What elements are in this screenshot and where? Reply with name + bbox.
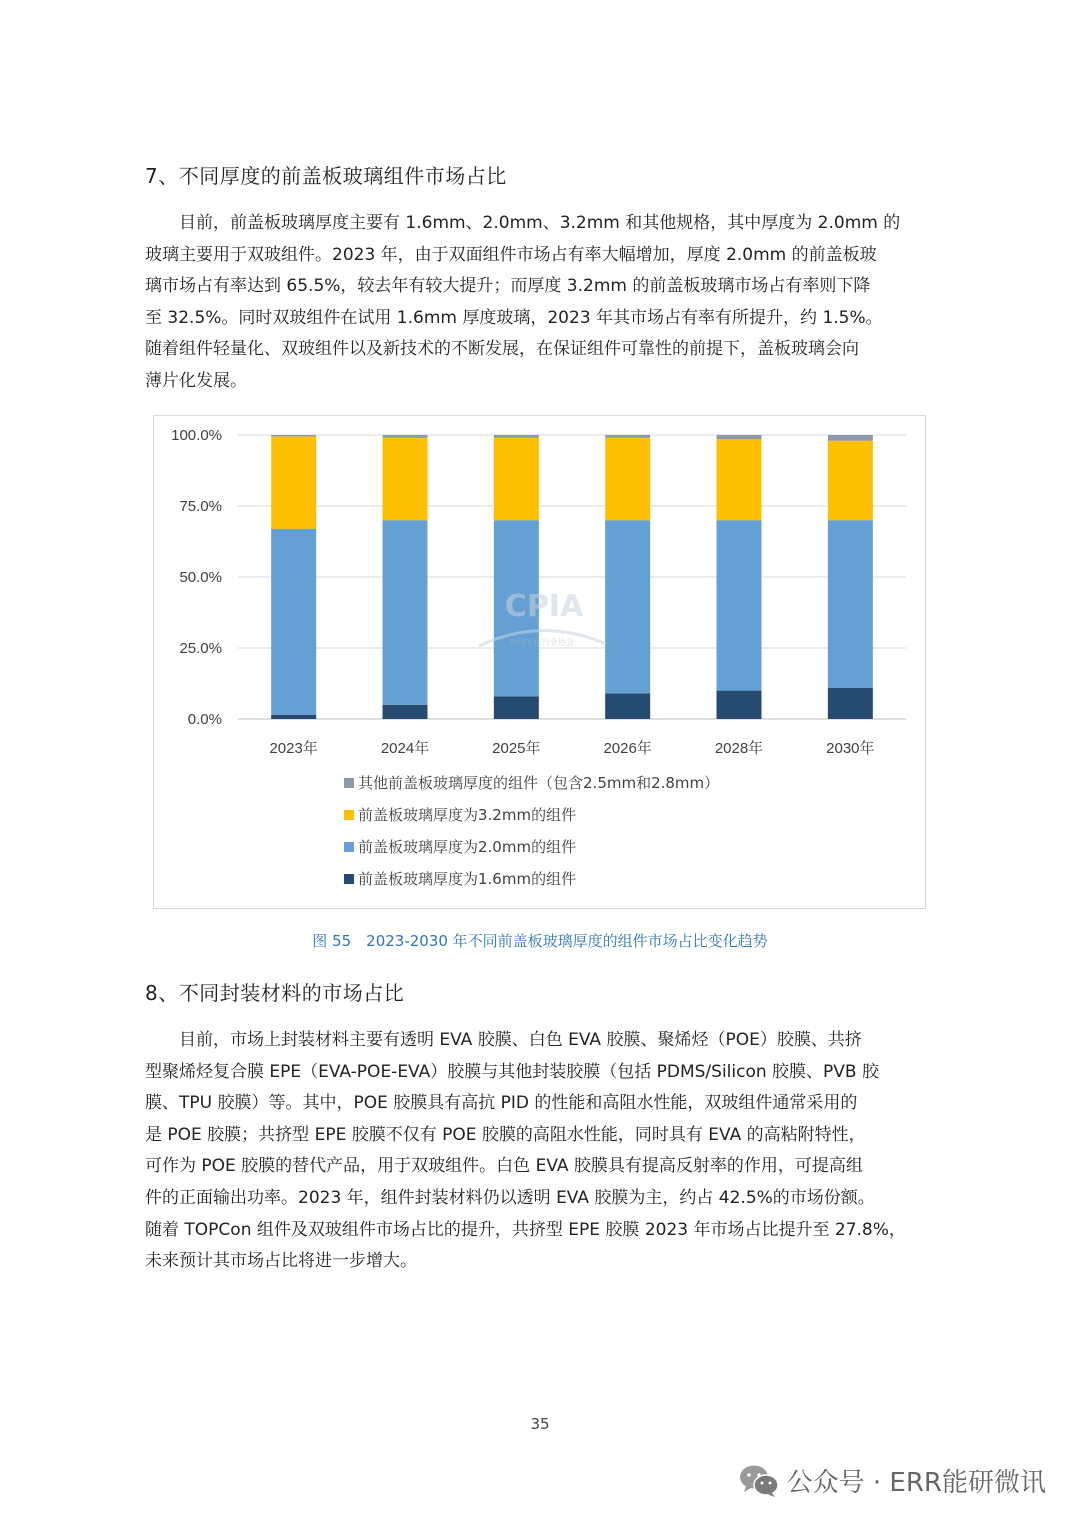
paragraph-line: 随着 TOPCon 组件及双玻组件市场占比的提升，共挤型 EPE 胶膜 2023 年市场占比提升至 27.8%， bbox=[145, 1219, 906, 1240]
y-tick-label: 75.0% bbox=[179, 498, 222, 515]
section-heading-7: 7、不同厚度的前盖板玻璃组件市场占比 bbox=[145, 164, 507, 188]
paragraph-line: 件的正面输出功率。2023 年，组件封装材料仍以透明 EVA 胶膜为主，约占 42.5%的市场份额。 bbox=[145, 1187, 875, 1208]
paragraph-encapsulation bbox=[145, 1025, 937, 1278]
x-tick-label: 2025年 bbox=[492, 740, 541, 757]
y-tick-label: 25.0% bbox=[179, 640, 222, 657]
bar-segment bbox=[605, 693, 650, 719]
footer-brand bbox=[739, 1462, 1046, 1499]
bar-segment bbox=[717, 691, 762, 719]
paragraph-line: 目前，前盖板玻璃厚度主要有 1.6mm、2.0mm、3.2mm 和其他规格，其中厚度为 2.0mm 的 bbox=[145, 213, 901, 233]
bar-segment bbox=[383, 438, 428, 520]
bar-segment bbox=[605, 435, 650, 438]
x-tick-label: 2024年 bbox=[380, 740, 430, 757]
section-heading-8: 8、不同封装材料的市场占比 bbox=[145, 981, 405, 1005]
paragraph-line: 膜、TPU 胶膜）等。其中，POE 胶膜具有高抗 PID 的性能和高阻水性能，双玻组件通常采用的 bbox=[145, 1093, 858, 1114]
bar-segment bbox=[605, 438, 650, 520]
legend-swatch bbox=[344, 842, 354, 852]
paragraph-glass-thickness bbox=[145, 208, 937, 398]
bar-segment bbox=[828, 435, 873, 441]
paragraph-line: 是 POE 胶膜；共挤型 EPE 胶膜不仅有 POE 胶膜的高阻水性能，同时具有 EVA 的高粘附特性， bbox=[145, 1124, 866, 1145]
bar-segment bbox=[494, 696, 539, 719]
paragraph-line: 随着组件轻量化、双玻组件以及新技术的不断发展，在保证组件可靠性的前提下，盖板玻璃会向 bbox=[145, 339, 859, 360]
legend-swatch bbox=[344, 778, 354, 788]
footer-text: 公众号 · ERR能研微讯 bbox=[786, 1468, 1046, 1498]
watermark-text: CPIA bbox=[504, 589, 584, 624]
y-tick-label: 50.0% bbox=[179, 569, 222, 586]
y-tick-label: 100.0% bbox=[171, 427, 222, 444]
paragraph-line: 未来预计其市场占比将进一步增大。 bbox=[145, 1251, 417, 1272]
paragraph-line: 可作为 POE 胶膜的替代产品，用于双玻组件。白色 EVA 胶膜具有提高反射率的作用，可提高组 bbox=[145, 1156, 863, 1177]
x-tick-label: 2026年 bbox=[603, 740, 652, 757]
bar-segment bbox=[605, 520, 650, 693]
legend-swatch bbox=[344, 874, 354, 884]
bar-segment bbox=[383, 705, 428, 719]
legend-label: 前盖板玻璃厚度为3.2mm的组件 bbox=[358, 806, 577, 824]
legend-swatch bbox=[344, 810, 354, 820]
bar-segment bbox=[717, 520, 762, 690]
wechat-icon bbox=[739, 1464, 779, 1498]
bar-segment bbox=[717, 435, 762, 439]
x-tick-label: 2028年 bbox=[714, 740, 764, 757]
bar-segment bbox=[828, 688, 873, 719]
x-tick-label: 2023年 bbox=[269, 740, 318, 757]
bar-segment bbox=[383, 435, 428, 438]
legend-label: 其他前盖板玻璃厚度的组件（包含2.5mm和2.8mm） bbox=[358, 774, 720, 792]
bar-segment bbox=[271, 436, 316, 528]
bar-segment bbox=[271, 529, 316, 715]
page-number: 35 bbox=[530, 1415, 550, 1433]
bar-segment bbox=[271, 435, 316, 436]
bar-segment bbox=[828, 520, 873, 688]
figure-caption: 图 55 2023-2030 年不同前盖板玻璃厚度的组件市场占比变化趋势 bbox=[312, 932, 768, 950]
paragraph-line: 璃市场占有率达到 65.5%，较去年有较大提升；而厚度 3.2mm 的前盖板玻璃市场占有率则下降 bbox=[145, 276, 871, 297]
bar-segment bbox=[828, 441, 873, 521]
bar-segment bbox=[494, 435, 539, 438]
paragraph-line: 型聚烯烃复合膜 EPE（EVA-POE-EVA）胶膜与其他封装胶膜（包括 PDMS/Silicon 胶膜、PVB 胶 bbox=[145, 1061, 879, 1082]
watermark-subtext: 中国光伏行业协会 bbox=[510, 638, 574, 647]
bar-segment bbox=[271, 715, 316, 719]
y-tick-label: 0.0% bbox=[187, 711, 222, 728]
legend-label: 前盖板玻璃厚度为2.0mm的组件 bbox=[358, 838, 577, 856]
bar-segment bbox=[494, 438, 539, 520]
paragraph-line: 玻璃主要用于双玻组件。2023 年，由于双面组件市场占有率大幅增加，厚度 2.0mm 的前盖板玻 bbox=[145, 244, 877, 265]
bar-segment bbox=[717, 439, 762, 520]
paragraph-line: 至 32.5%。同时双玻组件在试用 1.6mm 厚度玻璃，2023 年其市场占有率有所提升，约 1.5%。 bbox=[145, 307, 883, 328]
paragraph-line: 薄片化发展。 bbox=[145, 370, 247, 391]
chart-canvas bbox=[154, 416, 925, 908]
legend-label: 前盖板玻璃厚度为1.6mm的组件 bbox=[358, 870, 577, 888]
paragraph-line: 目前，市场上封装材料主要有透明 EVA 胶膜、白色 EVA 胶膜、聚烯烃（POE）胶膜、共挤 bbox=[145, 1030, 862, 1050]
bar-segment bbox=[383, 520, 428, 705]
x-tick-label: 2030年 bbox=[826, 740, 875, 757]
stacked-bar-chart bbox=[153, 415, 926, 909]
